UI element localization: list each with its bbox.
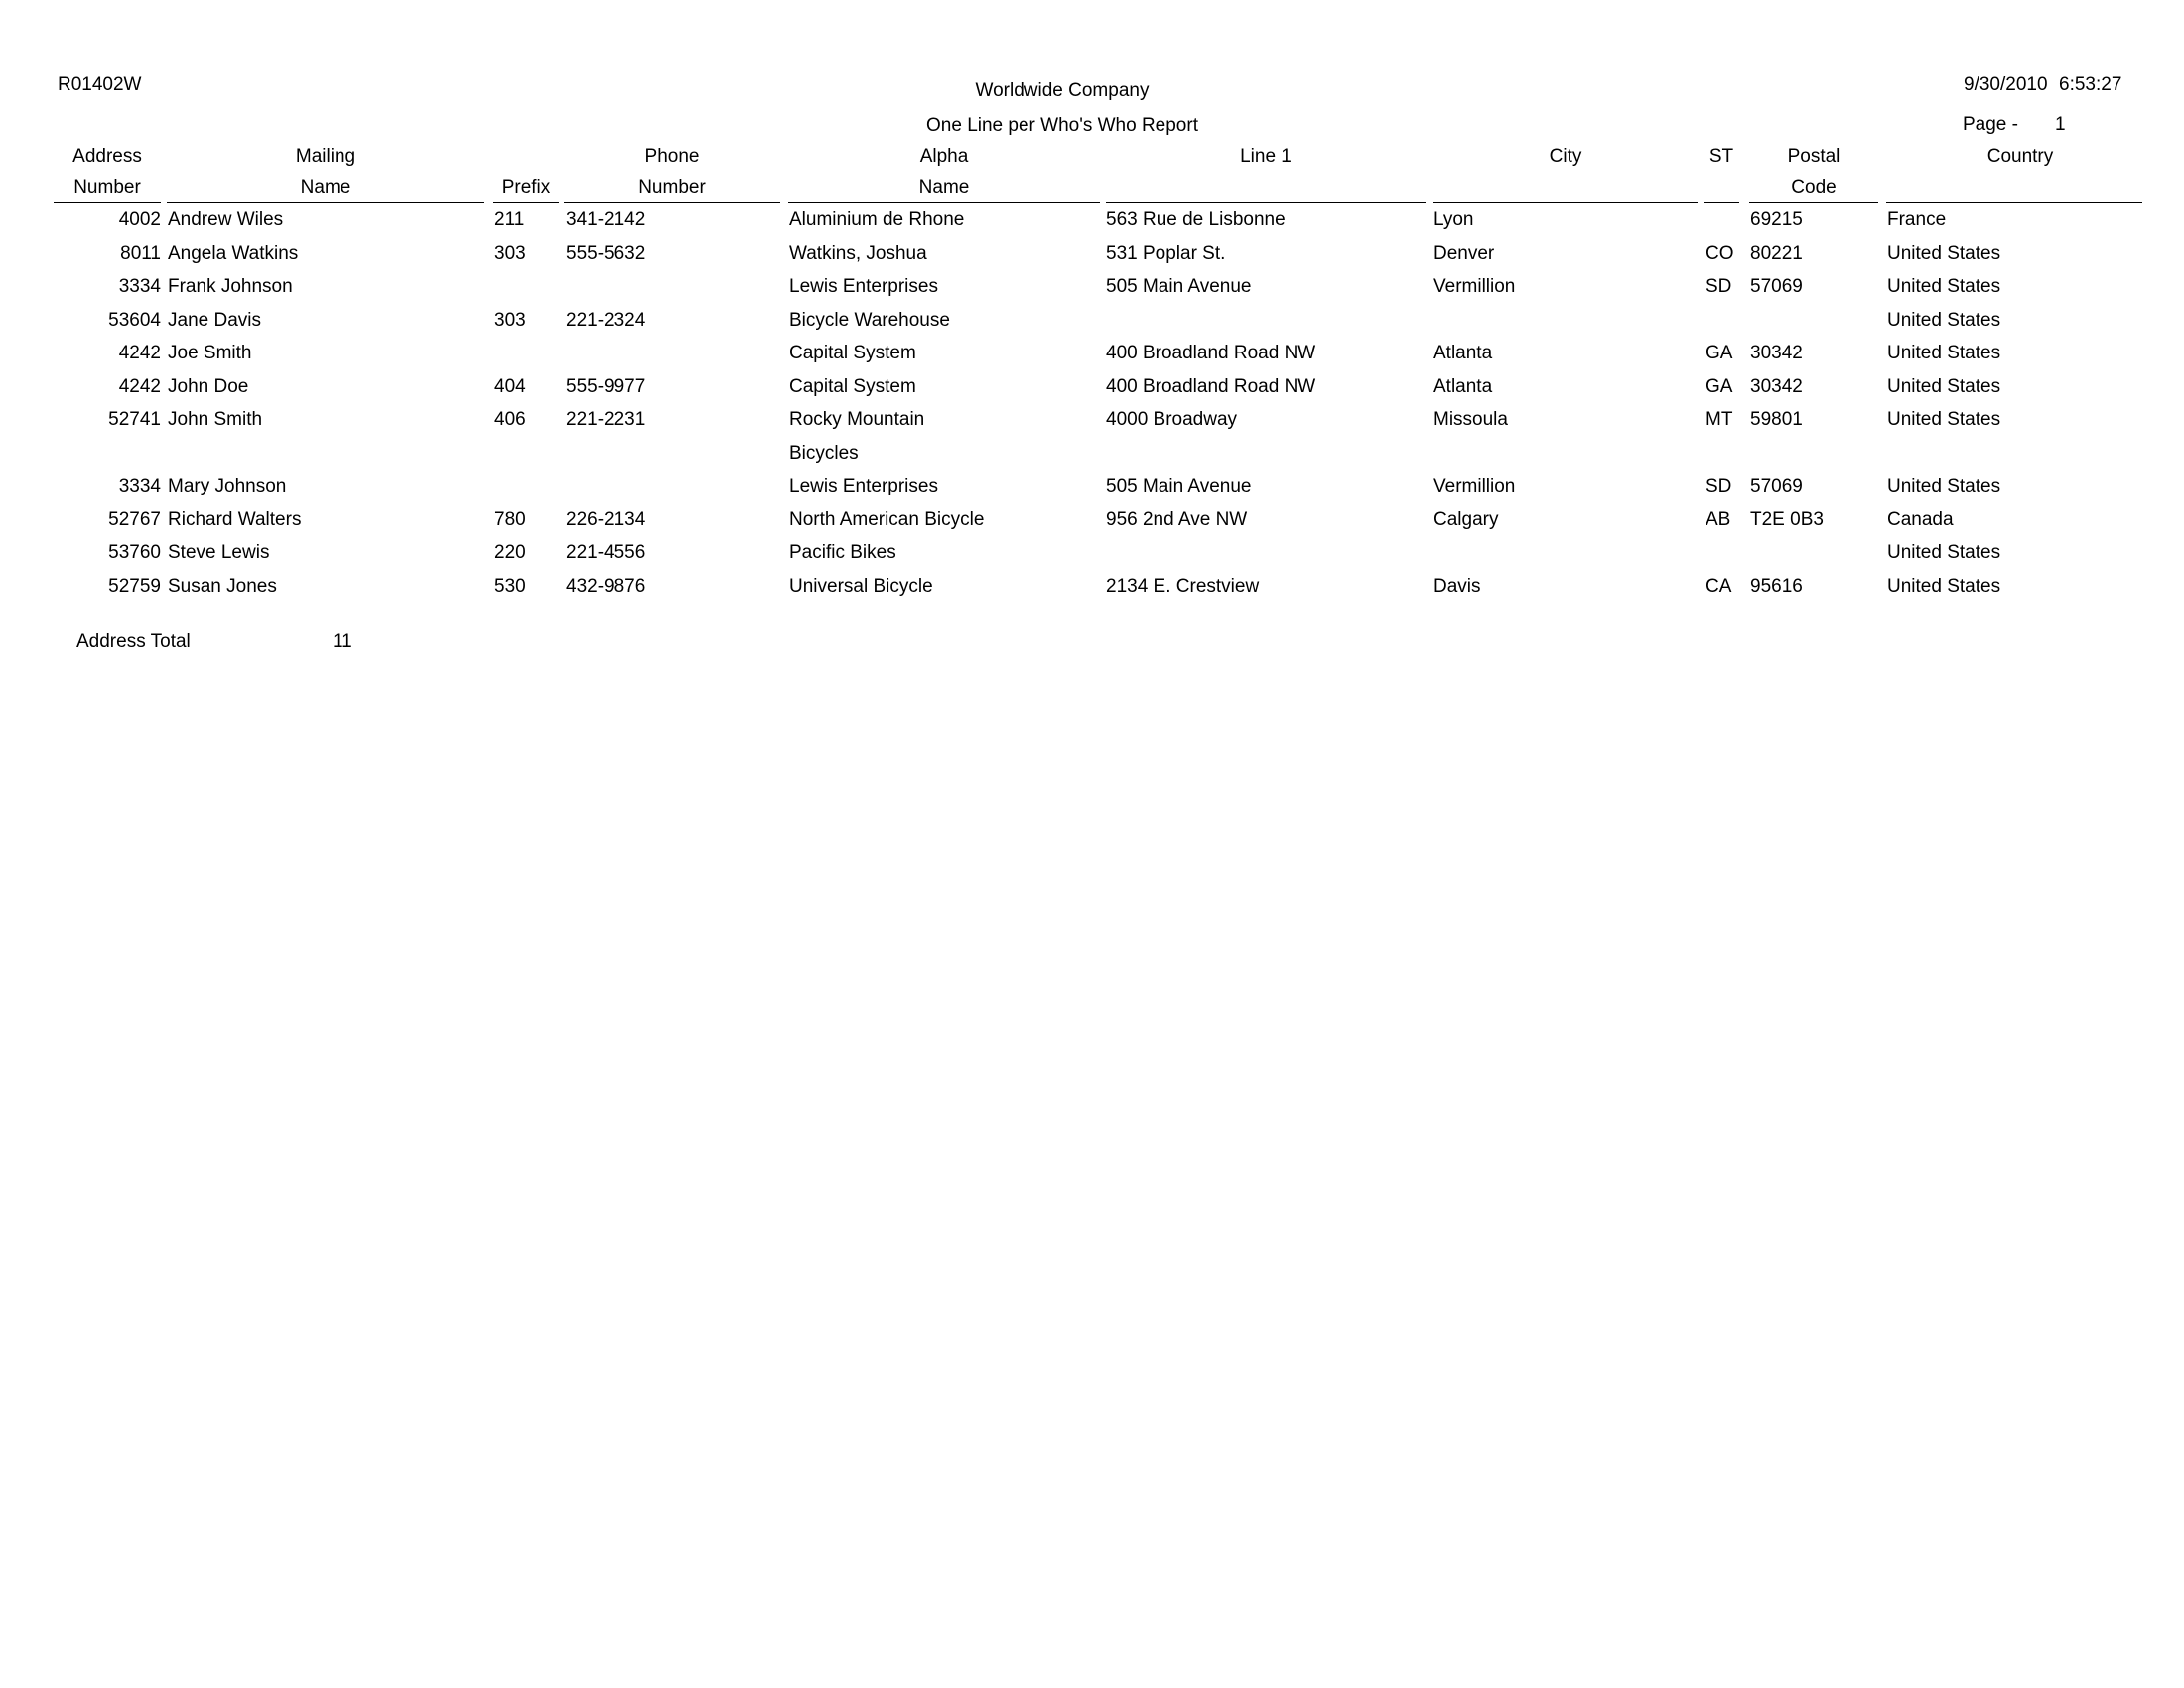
alpha-name-line: Capital System <box>789 375 916 397</box>
alpha-name-line: Lewis Enterprises <box>789 276 938 297</box>
header-line: Alpha <box>919 146 969 167</box>
alpha-name-line: Lewis Enterprises <box>789 476 938 496</box>
header-phone-number <box>564 147 780 209</box>
city: Missoula <box>1433 409 1508 430</box>
header-line1 <box>1106 147 1426 209</box>
alpha-name-line: Pacific Bikes <box>789 542 896 563</box>
postal-code: 30342 <box>1750 343 1803 363</box>
address-line1: 400 Broadland Road NW <box>1106 375 1316 397</box>
address-number: 4242 <box>118 343 161 363</box>
city: Lyon <box>1433 210 1474 230</box>
alpha-name-line: Rocky Mountain <box>789 409 925 430</box>
country: United States <box>1887 276 2001 297</box>
header-address-number <box>54 147 161 209</box>
table-row <box>0 377 2184 411</box>
header-line <box>1886 178 2154 209</box>
address-line1: 563 Rue de Lisbonne <box>1106 210 1286 230</box>
header-line: Phone <box>644 146 700 167</box>
address-number: 52741 <box>108 409 161 430</box>
alpha-name <box>789 244 927 278</box>
table-row <box>0 477 2184 510</box>
alpha-name <box>789 377 916 411</box>
run-date: 9/30/2010 <box>1964 74 2048 95</box>
phone-prefix: 780 <box>494 508 526 530</box>
header-line: Number <box>638 177 706 198</box>
city: Vermillion <box>1433 476 1516 496</box>
country: France <box>1887 210 1947 230</box>
header-rule <box>564 202 780 203</box>
alpha-name <box>789 344 916 377</box>
state: AB <box>1706 508 1731 530</box>
alpha-name-continuation: Bicycles <box>789 442 859 464</box>
alpha-name-line: Aluminium de Rhone <box>789 210 965 230</box>
header-rule <box>1433 202 1698 203</box>
header-line: Name <box>918 177 970 198</box>
address-line1: 505 Main Avenue <box>1106 476 1252 496</box>
country: Canada <box>1887 508 1954 530</box>
country: United States <box>1887 375 2001 397</box>
header-rule <box>493 202 559 203</box>
state: SD <box>1706 276 1732 297</box>
table-row <box>0 211 2184 244</box>
alpha-name <box>789 510 984 544</box>
table-row <box>0 311 2184 345</box>
mailing-name: Richard Walters <box>168 508 302 530</box>
alpha-name-line: North American Bicycle <box>789 508 985 530</box>
header-city <box>1433 147 1698 209</box>
phone-prefix: 303 <box>494 242 526 264</box>
alpha-name-line: Watkins, Joshua <box>789 242 927 264</box>
alpha-name-line: Bicycle Warehouse <box>789 309 950 331</box>
phone-number: 341-2142 <box>566 210 646 230</box>
header-line: Postal <box>1787 146 1841 167</box>
alpha-name <box>789 543 896 577</box>
address-number: 52759 <box>108 575 161 597</box>
address-line1: 2134 E. Crestview <box>1106 575 1260 597</box>
header-line: City <box>1549 146 1582 167</box>
header-alpha-name <box>788 147 1100 209</box>
page-number: 1 <box>2055 114 2066 135</box>
mailing-name: Mary Johnson <box>168 476 287 496</box>
address-line1: 4000 Broadway <box>1106 409 1238 430</box>
city: Atlanta <box>1433 343 1493 363</box>
table-row <box>0 244 2184 278</box>
header-line: Line 1 <box>1240 146 1292 167</box>
alpha-name-line: Capital System <box>789 343 916 363</box>
header-prefix <box>493 147 559 209</box>
header-rule <box>1886 202 2142 203</box>
country: United States <box>1887 409 2001 430</box>
header-rule <box>1704 202 1739 203</box>
country: United States <box>1887 343 2001 363</box>
header-line: Prefix <box>501 177 551 198</box>
header-rule <box>788 202 1100 203</box>
phone-prefix: 211 <box>494 210 525 230</box>
run-time: 6:53:27 <box>2059 74 2122 95</box>
phone-number: 221-4556 <box>566 542 646 563</box>
phone-prefix: 303 <box>494 309 526 331</box>
header-rule <box>1749 202 1878 203</box>
address-number: 4242 <box>118 375 161 397</box>
header-line <box>1704 178 1739 209</box>
address-line1: 505 Main Avenue <box>1106 276 1252 297</box>
address-number: 53760 <box>108 542 161 563</box>
address-number: 3334 <box>118 476 161 496</box>
phone-prefix: 220 <box>494 542 526 563</box>
mailing-name: Jane Davis <box>168 309 261 331</box>
address-line1: 956 2nd Ave NW <box>1106 508 1248 530</box>
postal-code: 57069 <box>1750 476 1803 496</box>
table-row <box>0 277 2184 311</box>
table-row <box>0 577 2184 611</box>
state: GA <box>1706 343 1733 363</box>
table-row <box>0 543 2184 577</box>
mailing-name: Susan Jones <box>168 575 277 597</box>
state: CO <box>1706 242 1734 264</box>
header-line: Mailing <box>295 146 356 167</box>
table-row <box>0 344 2184 377</box>
alpha-name <box>789 577 933 611</box>
postal-code: 95616 <box>1750 575 1803 597</box>
header-country <box>1886 147 2154 209</box>
phone-number: 555-9977 <box>566 375 646 397</box>
alpha-name <box>789 311 950 345</box>
phone-prefix: 404 <box>494 375 526 397</box>
postal-code: T2E 0B3 <box>1750 508 1824 530</box>
address-number: 52767 <box>108 508 161 530</box>
alpha-name <box>789 477 938 510</box>
report-title: One Line per Who's Who Report <box>926 115 1198 136</box>
header-line: Address <box>72 146 142 167</box>
country: United States <box>1887 542 2001 563</box>
mailing-name: Andrew Wiles <box>168 210 284 230</box>
phone-number: 555-5632 <box>566 242 646 264</box>
country: United States <box>1887 575 2001 597</box>
address-total-value: 11 <box>333 632 352 652</box>
city: Denver <box>1433 242 1495 264</box>
state: GA <box>1706 375 1733 397</box>
address-number: 53604 <box>108 309 161 331</box>
page-label: Page - <box>1963 114 2018 135</box>
address-line1: 531 Poplar St. <box>1106 242 1226 264</box>
country: United States <box>1887 309 2001 331</box>
country: United States <box>1887 242 2001 264</box>
table-row <box>0 410 2184 477</box>
state: CA <box>1706 575 1732 597</box>
table-row <box>0 510 2184 544</box>
address-number: 8011 <box>120 242 161 264</box>
city: Vermillion <box>1433 276 1516 297</box>
mailing-name: John Smith <box>168 409 263 430</box>
phone-prefix: 406 <box>494 409 526 430</box>
header-mailing-name <box>167 147 484 209</box>
mailing-name: Steve Lewis <box>168 542 270 563</box>
phone-prefix: 530 <box>494 575 526 597</box>
postal-code: 80221 <box>1750 242 1803 264</box>
alpha-name-line: Universal Bicycle <box>789 575 933 597</box>
header-line: Country <box>1986 146 2054 167</box>
alpha-name <box>789 211 964 244</box>
postal-code: 57069 <box>1750 276 1803 297</box>
address-number: 3334 <box>118 276 161 297</box>
header-line <box>1433 178 1698 209</box>
address-total-label: Address Total <box>76 632 191 652</box>
postal-code: 69215 <box>1750 210 1803 230</box>
mailing-name: Frank Johnson <box>168 276 293 297</box>
mailing-name: Joe Smith <box>168 343 252 363</box>
phone-number: 432-9876 <box>566 575 646 597</box>
postal-code: 59801 <box>1750 409 1803 430</box>
header-line: Name <box>300 177 351 198</box>
header-line <box>493 147 559 178</box>
header-postal-code <box>1749 147 1878 209</box>
report-table <box>0 211 2184 610</box>
state: SD <box>1706 476 1732 496</box>
company-name: Worldwide Company <box>975 80 1150 101</box>
header-rule <box>167 202 484 203</box>
header-state <box>1704 147 1739 209</box>
header-line: ST <box>1708 146 1734 167</box>
header-rule <box>1106 202 1426 203</box>
phone-number: 221-2324 <box>566 309 646 331</box>
report-id: R01402W <box>58 74 142 95</box>
address-number: 4002 <box>118 210 161 230</box>
header-line: Code <box>1791 177 1837 198</box>
header-line <box>1106 178 1426 209</box>
mailing-name: John Doe <box>168 375 249 397</box>
phone-number: 221-2231 <box>566 409 646 430</box>
address-line1: 400 Broadland Road NW <box>1106 343 1316 363</box>
alpha-name <box>789 410 924 463</box>
state: MT <box>1706 409 1733 430</box>
header-line: Number <box>73 177 141 198</box>
city: Calgary <box>1433 508 1499 530</box>
city: Atlanta <box>1433 375 1493 397</box>
phone-number: 226-2134 <box>566 508 646 530</box>
country: United States <box>1887 476 2001 496</box>
city: Davis <box>1433 575 1481 597</box>
mailing-name: Angela Watkins <box>168 242 299 264</box>
header-rule <box>54 202 161 203</box>
postal-code: 30342 <box>1750 375 1803 397</box>
alpha-name <box>789 277 938 311</box>
